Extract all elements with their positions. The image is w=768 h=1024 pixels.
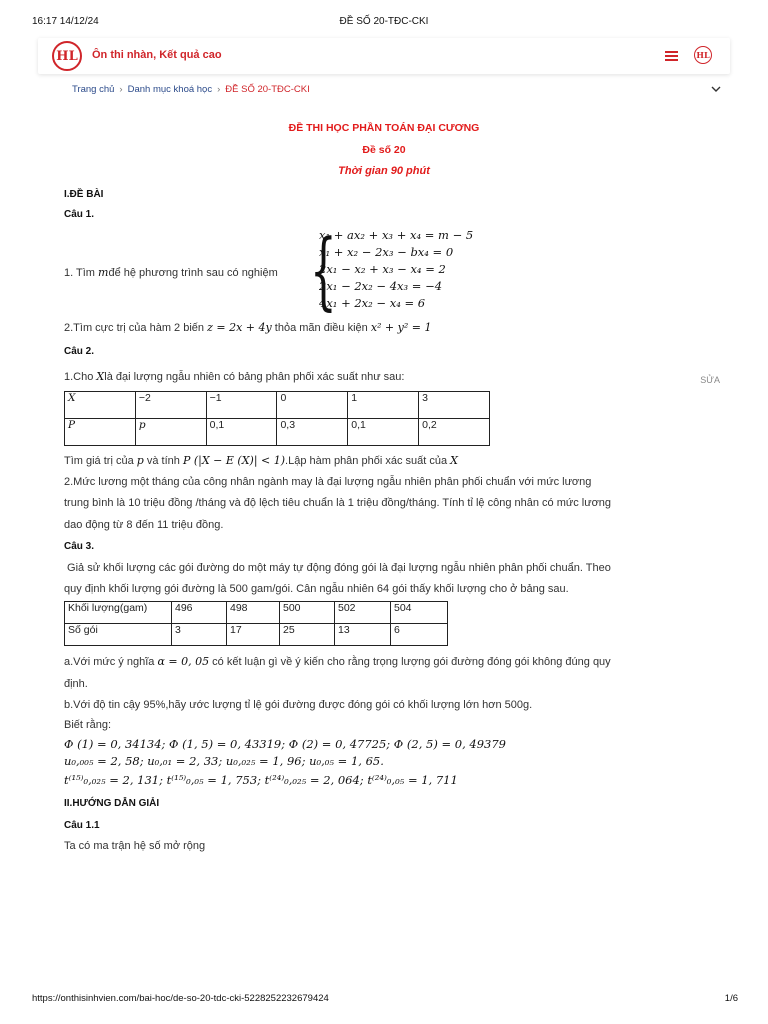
table-cell: P <box>65 419 136 446</box>
table-cell: 1 <box>348 392 419 419</box>
equation-system <box>310 221 510 319</box>
table-cell: 3 <box>172 624 227 646</box>
q2-find-text: Tìm giá trị của p và tính P (|X − E (X)| < 1).Lập hàm phân phối xác suất của X <box>64 454 458 467</box>
edit-button[interactable]: SỬA <box>700 375 720 385</box>
q1-1-text: 1. Tìm mđể hệ phương trình sau có nghiệm <box>64 266 278 279</box>
q1-2-text: 2.Tìm cực trị của hàm 2 biến z = 2x + 4y thỏa mãn điều kiện x² + y² = 1 <box>64 321 432 334</box>
table-cell: 0,1 <box>206 419 277 446</box>
q3-line: Giả sử khối lượng các gói đường do một máy tự động đóng gói là đại lượng ngẫu nhiên phân phối chuẩn. Theo <box>64 562 611 574</box>
table-cell: 0 <box>277 392 348 419</box>
brace-icon: { <box>310 221 337 319</box>
q3-a-text-cont: định. <box>64 678 88 690</box>
question-label: Câu 1. <box>64 209 95 220</box>
print-doc-title: ĐỀ SỐ 20-TĐC-CKI <box>339 16 429 27</box>
hamburger-menu-icon[interactable] <box>665 51 678 61</box>
section-heading: I.ĐỀ BÀI <box>64 189 104 200</box>
breadcrumb <box>72 84 722 98</box>
distribution-table <box>64 391 490 446</box>
equation: 4x₁ + 2x₂ − x₄ = 6 <box>319 296 426 310</box>
site-logo[interactable]: HL <box>52 41 82 71</box>
table-row <box>65 624 448 646</box>
table-cell: Số gói <box>65 624 172 646</box>
print-url: https://onthisinhvien.com/bai-hoc/de-so-20-tdc-cki-5228252232679424 <box>32 993 329 1004</box>
q2-2-line: dao động từ 8 đến 11 triệu đồng. <box>64 519 224 531</box>
q3-a-text: a.Với mức ý nghĩa α = 0, 05 có kết luận gì về ý kiến cho rằng trọng lượng gói đường đóng gói không đúng quy <box>64 655 611 668</box>
table-cell: 502 <box>335 602 391 624</box>
equation: x₁ + x₂ − 2x₃ − bx₄ = 0 <box>319 245 454 259</box>
exam-title: ĐỀ THI HỌC PHẦN TOÁN ĐẠI CƯƠNG <box>288 122 480 134</box>
q2-2-line: trung bình là 10 triệu đồng /tháng và độ lệch tiêu chuẩn là 1 triệu đồng/tháng. Tính tỉ lệ công nhân có mức lương <box>64 497 612 509</box>
q2-2-line: 2.Mức lương một tháng của công nhân ngành may là đại lượng ngẫu nhiên phân phối chuẩn với mức lương <box>64 476 592 488</box>
table-cell: 0,3 <box>277 419 348 446</box>
phi-values: Φ (1) = 0, 34134; Φ (1, 5) = 0, 43319; Φ (2) = 0, 47725; Φ (2, 5) = 0, 49379 <box>64 737 506 751</box>
table-row <box>65 419 490 446</box>
print-timestamp: 16:17 14/12/24 <box>32 16 99 27</box>
table-cell: 6 <box>391 624 448 646</box>
q3-line: quy định khối lượng gói đường là 500 gam/gói. Cân ngẫu nhiên 64 gói thấy khối lượng cho ở bảng sau. <box>64 583 569 595</box>
table-cell: 13 <box>335 624 391 646</box>
table-row <box>65 392 490 419</box>
solution-text: Ta có ma trận hệ số mở rộng <box>64 840 206 852</box>
site-header <box>38 38 730 74</box>
weight-table <box>64 601 448 646</box>
breadcrumb-separator-icon: › <box>119 84 123 95</box>
chevron-down-icon[interactable] <box>710 83 722 95</box>
breadcrumb-catalog[interactable]: Danh mục khoá học <box>127 84 213 95</box>
table-cell: 3 <box>419 392 490 419</box>
exam-number: Đề số 20 <box>362 144 406 156</box>
breadcrumb-current: ĐỀ SỐ 20-TĐC-CKI <box>225 84 310 95</box>
table-cell: 25 <box>280 624 335 646</box>
table-cell: Khối lượng(gam) <box>65 602 172 624</box>
q2-1-text: 1.Cho Xlà đại lượng ngẫu nhiên có bảng phân phối xác suất như sau: <box>64 370 405 383</box>
site-tagline: Ôn thi nhàn, Kết quả cao <box>92 49 222 61</box>
table-cell: 496 <box>172 602 227 624</box>
section-heading: II.HƯỚNG DẪN GIẢI <box>64 798 160 809</box>
table-cell: 500 <box>280 602 335 624</box>
equation: 2x₁ − x₂ + x₃ − x₄ = 2 <box>319 262 446 276</box>
table-cell: 504 <box>391 602 448 624</box>
table-cell: 498 <box>227 602 280 624</box>
u-values: u₀,₀₀₅ = 2, 58; u₀,₀₁ = 2, 33; u₀,₀₂₅ = 1, 96; u₀,₀₅ = 1, 65. <box>64 754 384 768</box>
table-cell: −1 <box>206 392 277 419</box>
account-logo-icon[interactable]: HL <box>694 46 712 64</box>
breadcrumb-home[interactable]: Trang chủ <box>72 84 115 95</box>
table-row <box>65 602 448 624</box>
question-label: Câu 2. <box>64 346 95 357</box>
question-label: Câu 3. <box>64 541 95 552</box>
known-label: Biết rằng: <box>64 719 112 731</box>
solution-label: Câu 1.1 <box>64 820 100 831</box>
print-footer <box>0 993 768 1007</box>
print-header <box>0 16 768 30</box>
exam-time: Thời gian 90 phút <box>338 165 430 177</box>
table-cell: 0,2 <box>419 419 490 446</box>
equation: x₁ + ax₂ + x₃ + x₄ = m − 5 <box>319 228 474 242</box>
print-page-number: 1/6 <box>724 993 738 1004</box>
table-cell: 0,1 <box>348 419 419 446</box>
t-values: t⁽¹⁵⁾₀,₀₂₅ = 2, 131; t⁽¹⁵⁾₀,₀₅ = 1, 753; t⁽²⁴⁾₀,₀₂₅ = 2, 064; t⁽²⁴⁾₀,₀₅ = 1, 711 <box>64 773 458 787</box>
table-cell: p <box>135 419 206 446</box>
q3-b-text: b.Với độ tin cậy 95%,hãy ước lượng tỉ lệ gói đường được đóng gói có khối lượng lớn hơn 500g. <box>64 699 533 711</box>
breadcrumb-separator-icon: › <box>217 84 221 95</box>
table-cell: 17 <box>227 624 280 646</box>
table-cell: −2 <box>135 392 206 419</box>
equation: 2x₁ − 2x₂ − 4x₃ = −4 <box>319 279 443 293</box>
table-cell: X <box>65 392 136 419</box>
